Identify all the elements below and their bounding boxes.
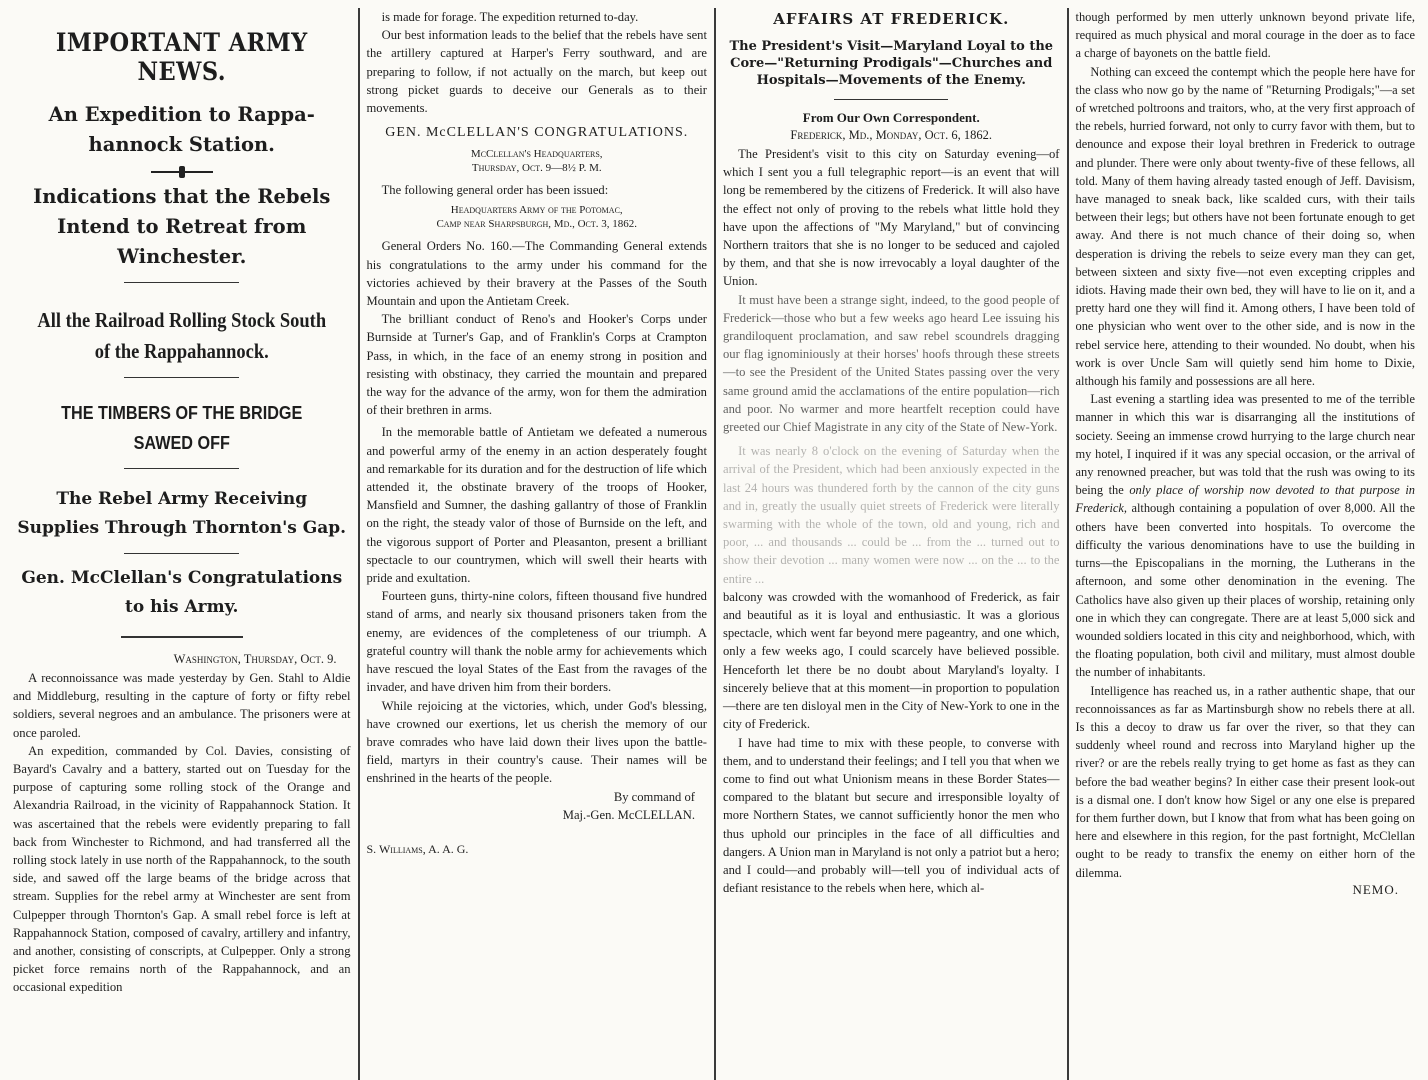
- adjutant: S. Williams, A. A. G.: [366, 841, 469, 856]
- text-run: although containing a population of over 8,000. All the others have been converted into hospitals. To overcome the difficulty the various denominations have to use the building in turns—the Episcopalians in the morning, the Lutherans in the afternoon, and some other denomination in the evening. The Catholics have also given up their places of worship, retaining only one in which they can congregate. There are at least 5,000 sick and wounded soldiers located in this city and neighborhood, which, with the floating population, both civil and military, must almost double the number of inhabitants.: [1075, 501, 1415, 680]
- column-4: [1069, 8, 1423, 1080]
- dateline: Washington, Thursday, Oct. 9.: [173, 652, 337, 666]
- deck-congratulations: Gen. McClellan's Congratulations to his Army.: [21, 568, 343, 617]
- masthead-headline: IMPORTANT ARMY NEWS.: [55, 28, 308, 86]
- headquarters-line: [367, 147, 707, 175]
- paragraph: is made for forage. The expedition returned to-day.: [381, 10, 639, 24]
- paragraph: Nothing can exceed the contempt which the people here have for the class who now go by the name of "Returning Prodigals;"—a set of wretched poltroons and traitors, who, at the very first approach of the rebels, hurried forward, not only to curry favor with them, but to denounce and expose their loyal brethren in Frederick to outrage and plunder. There were only about twenty-five of these fellows, all told. Many of them having already tasted enough of Jeff. Davisism, have managed to sneak back, like scalded curs, with their tails between their legs; but others have not been fortunate enough to get away. And there is not much chance of their doing so, when desperation is driving the rebels to seize every man they can get, between sixteen and sixty five—not even excepting cripples and idiots. Having made their own bed, they will have to lie on it, and a pretty hard one they will find it. Among others, I have been told of one physician who went over to the other side, and is now in the rebel service here, attending to their wounded. No doubt, when his work is over Uncle Sam will quietly send him home to Dixie, although his family and possessions are all here.: [1075, 64, 1415, 389]
- hq-line-2: Thursday, Oct. 9—8½ P. M.: [471, 162, 602, 175]
- paragraph: The following general order has been issued:: [381, 183, 609, 198]
- paragraph: I have had time to mix with these people, to converse with them, and to understand their feelings; and I tell you that when we come to find out what Unionism means in these Border States—compared to the blatant but secure and irresponsible loyalty of more Northern States, we cannot sufficiently honor the men who thus uphold our principles in the face of all difficulties and dangers. A Union man in Maryland is not only a patriot but a hero; and I could—and probably will—tell you of individual acts of defiant resistance to the rebels when here, which al-: [722, 735, 1060, 896]
- divider: [834, 99, 948, 100]
- deck-rolling-stock: All the Railroad Rolling Stock South of the Rappahannock.: [37, 308, 327, 363]
- byline: From Our Own Correspondent.: [802, 110, 980, 125]
- paragraph: An expedition, commanded by Col. Davies, consisting of Bayard's Cavalry and a battery, started out on Tuesday for the purpose of capturing some rolling stock of the Orange and Alexandria Railroad, in the vicinity of Rappahannock Station. It was ascertained that the rebels were evidently preparing to fall back from Winchester to Richmond, and had transferred all the rolling stock lately in use north of the Rappahannock, to the south side, and sawed off the large beams of the bridge across that stream. Supplies for the rebel army at Winchester are sent from Culpepper through Thornton's Gap. A small rebel force is left at Rappahannock Station, composed of cavalry, artillery and infantry, and another, consisting of conscripts, at Culpepper. Only a strong picket force remains north of the Rappahannock, and an occasional expedition: [13, 743, 351, 995]
- paragraph: While rejoicing at the victories, which, under God's blessing, have crowned our exertions, let us cherish the memory of our brave comrades who have laid down their lives upon the battle-field, martyrs in their country's cause. Their names will be enshrined in the hearts of the people.: [366, 698, 707, 786]
- text-run: Last evening a startling idea was presented to me of the terrible manner in which this war is disarranging all the institutions of society. Seeing an immense crowd hurrying to the large church near my hotel, I inquired if it was any special occasion, or the arrival of any renowned preacher, but was told that the rush was owing to its being the: [1075, 392, 1415, 498]
- deck-timbers: THE TIMBERS OF THE BRIDGE SAWED OFF: [61, 403, 303, 453]
- paragraph: though performed by men utterly unknown beyond private life, required as much physical and moral courage in the doer as to face a charge of bayonets on the battle field.: [1075, 10, 1415, 61]
- paragraph: Intelligence has reached us, in a rather authentic shape, that our reconnoissances as far as Martinsburgh show no rebels there at all. Is this a decoy to draw us far over the river, so that they can suddenly wheel round and recross into Maryland higher up the river? or are the rebels really trying to get home as fast as they can before the bad weather begins? In either case their present look-out is a dismal one. I don't know how Sigel or any one else is prepared for them further down, but I know that from what has been going on here and elsewhere in this region, for the past fortnight, McClellan ought to be ready to transfix the enemy on either horn of the dilemma.: [1075, 683, 1415, 880]
- deck-indications: Indications that the Rebels Intend to Retreat from Winchester.: [33, 185, 331, 268]
- column-3: [716, 8, 1067, 1080]
- signer: Maj.-Gen. McCLELLAN.: [562, 807, 695, 822]
- article-subhead: The President's Visit—Maryland Loyal to the Core—"Returning Prodigals"—Churches and Hospitals—Movements of the Enemy.: [729, 39, 1054, 88]
- signature: NEMO.: [1352, 881, 1399, 897]
- headquarters-line: [367, 203, 707, 231]
- paragraph-faded: It must have been a strange sight, indeed, to the good people of Frederick—those who but a few weeks ago heard Lee issuing his grandiloquent proclamation, and saw rebel scoundrels dragging our flag ignominiously at their horses' hoofs through these streets—to see the President of the United States passing over the very same ground amid the acclamations of the entire population—rich and poor. No warmer and more heartfelt reception could have greeted our Chief Magistrate in any city of the State of New-York.: [722, 292, 1060, 435]
- paragraph: Our best information leads to the belief that the rebels have sent the artillery captured at Harper's Ferry southward, and are preparing to follow, if not actually on the march, but keep out strong picket guards to deceive our Generals as to their movements.: [366, 28, 707, 116]
- deck-expedition: An Expedition to Rappa-hannock Station.: [48, 103, 315, 156]
- paragraph: Fourteen guns, thirty-nine colors, fifteen thousand five hundred stand of arms, and nearly six thousand prisoners taken from the enemy, are evidences of the completeness of our triumph. A grateful country will thank the noble army for achievements which have rescued the loyal States of the East from the ravages of the invader, and have driven him from their borders.: [366, 589, 707, 695]
- hq-line-1: McClellan's Headquarters,: [470, 148, 603, 161]
- section-title: GEN. McCLELLAN'S CONGRATULATIONS.: [385, 125, 689, 141]
- paragraph: General Orders No. 160.—The Commanding General extends his congratulations to the army under his command for the victories achieved by their bravery at the Passes of the South Mountain and upon the Antietam Creek.: [366, 239, 707, 309]
- paragraph: The brilliant conduct of Reno's and Hooker's Corps under Burnside at Turner's Gap, and of Franklin's Corps at Crampton Pass, in which, in the face of an enemy strong in position and resisting with obstinacy, they carried the mountain and prepared the way for the advance of the army, won for them the admiration of their brethren in arms.: [366, 312, 707, 418]
- paragraph: balcony was crowded with the womanhood of Frederick, as fair and beautiful as it is loyal and enthusiastic. It was a glorious spectacle, which went far beyond mere pageantry, and one which, only a few weeks ago, I could scarcely have believed possible. Henceforth let there be no doubt about Maryland's loyalty. I sincerely believe that at this moment—in proportion to population—there are ten disloyal men in the City of New-York to one in the city of Frederick.: [722, 589, 1060, 732]
- hq-line-1: Headquarters Army of the Potomac,: [450, 204, 623, 217]
- dateline: Frederick, Md., Monday, Oct. 6, 1862.: [790, 128, 993, 142]
- column-1: [6, 8, 358, 1080]
- article-title: AFFAIRS AT FREDERICK.: [773, 10, 1010, 28]
- paragraph: In the memorable battle of Antietam we defeated a numerous and powerful army of the enemy in an action desperately fought and remarkable for its duration and for the destruction of life which attended it, the obstinate bravery of the troops of Hooker, Mansfield and Sumner, the dashing gallantry of those of Franklin on the right, the steady valor of those of Burnside on the left, and the vigorous support of Porter and Pleasanton, present a brilliant spectacle to our countrymen, which will swell their hearts with pride and exultation.: [366, 425, 707, 586]
- divider: [124, 468, 239, 469]
- hq-line-2: Camp near Sharpsburgh, Md., Oct. 3, 1862.: [436, 218, 638, 231]
- divider: [124, 377, 239, 378]
- divider: [124, 282, 239, 283]
- paragraph: A reconnoissance was made yesterday by Gen. Stahl to Aldie and Middleburg, resulting in the capture of forty or fifty rebel soldiers, several negroes and an ambulance. The prisoners were at once paroled.: [13, 671, 351, 740]
- divider: [121, 636, 243, 638]
- paragraph: The President's visit to this city on Saturday evening—of which I sent you a full telegraphic report—is an event that will long be remembered by the citizens of Frederick. It will also have the effect not only of proving to the rebels what little hold they have upon the affections of "My Maryland," but of convincing Northern traitors that she is no longer to be seduced and cajoled by them, and that she is now irrevocably a loyal daughter of the Union.: [722, 147, 1060, 289]
- command-line: By command of: [613, 789, 695, 804]
- paragraph-illegible: It was nearly 8 o'clock on the evening of Saturday when the arrival of the President, which had been anxiously expected in the last 24 hours was thundered forth by the cannon of the city guns and in, greatly the usually quiet streets of Frederick were literally swarming with the whole of the town, old and young, rich and poor, ... and thousands ... could be ... from the ... turned out to show their devotion ... many women were now ... on the ... to the entire ...: [722, 444, 1060, 586]
- deck-supplies: The Rebel Army Receiving Supplies Through Thornton's Gap.: [17, 489, 347, 538]
- italic-run: only place of worship now devoted to that purpose in Frederick,: [1075, 483, 1415, 516]
- paragraph: [1076, 390, 1416, 681]
- divider: [124, 553, 239, 554]
- column-2: [360, 8, 714, 1080]
- ornament-dash-icon: [151, 166, 213, 178]
